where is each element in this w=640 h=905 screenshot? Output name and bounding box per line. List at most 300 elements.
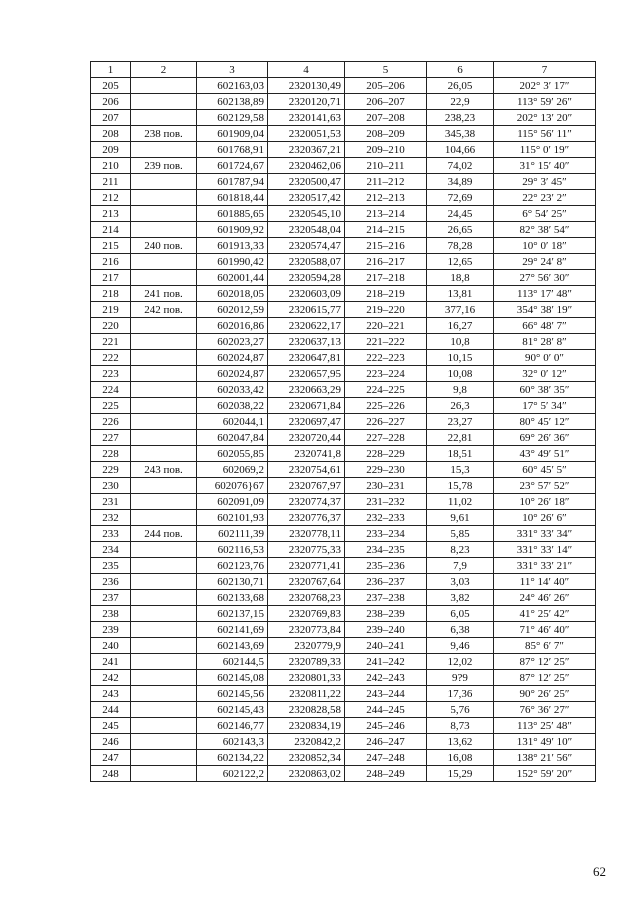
- table-cell: 81° 28′ 8″: [494, 334, 596, 350]
- table-cell: 601913,33: [197, 238, 268, 254]
- table-cell: 3,82: [427, 590, 494, 606]
- table-cell: 205: [91, 78, 131, 94]
- table-cell: 228: [91, 446, 131, 462]
- table-row: [91, 238, 596, 254]
- table-cell: [131, 606, 197, 622]
- table-cell: 602033,42: [197, 382, 268, 398]
- table-cell: [131, 110, 197, 126]
- table-cell: [131, 334, 197, 350]
- table-row: [91, 350, 596, 366]
- table-cell: 602023,27: [197, 334, 268, 350]
- header-cell: 4: [268, 62, 345, 78]
- table-cell: 601818,44: [197, 190, 268, 206]
- table-cell: 10,8: [427, 334, 494, 350]
- table-cell: 212: [91, 190, 131, 206]
- table-cell: 242 пов.: [131, 302, 197, 318]
- table-cell: 9?9: [427, 670, 494, 686]
- table-cell: 2320637,13: [268, 334, 345, 350]
- table-cell: 8,23: [427, 542, 494, 558]
- table-cell: 229–230: [345, 462, 427, 478]
- header-cell: 7: [494, 62, 596, 78]
- table-row: [91, 734, 596, 750]
- table-cell: 43° 49′ 51″: [494, 446, 596, 462]
- table-row: [91, 446, 596, 462]
- coordinates-table: [90, 61, 596, 782]
- table-cell: [131, 366, 197, 382]
- table-cell: 243–244: [345, 686, 427, 702]
- table-cell: 2320647,81: [268, 350, 345, 366]
- table-cell: 208: [91, 126, 131, 142]
- table-cell: 2320779,9: [268, 638, 345, 654]
- table-cell: 29° 24′ 8″: [494, 254, 596, 270]
- table-cell: 9,8: [427, 382, 494, 398]
- table-cell: 231–232: [345, 494, 427, 510]
- table-cell: 202° 3′ 17″: [494, 78, 596, 94]
- table-row: [91, 206, 596, 222]
- table-cell: 602116,53: [197, 542, 268, 558]
- table-cell: 234–235: [345, 542, 427, 558]
- table-cell: 2320622,17: [268, 318, 345, 334]
- table-cell: 230–231: [345, 478, 427, 494]
- table-cell: 220–221: [345, 318, 427, 334]
- table-cell: 238–239: [345, 606, 427, 622]
- table-cell: 229: [91, 462, 131, 478]
- table-row: [91, 94, 596, 110]
- table-cell: 26,05: [427, 78, 494, 94]
- table-cell: 2320051,53: [268, 126, 345, 142]
- table-cell: 207–208: [345, 110, 427, 126]
- table-cell: 214: [91, 222, 131, 238]
- table-cell: 3,03: [427, 574, 494, 590]
- table-row: [91, 158, 596, 174]
- table-cell: 602101,93: [197, 510, 268, 526]
- table-cell: 602044,1: [197, 414, 268, 430]
- table-cell: 131° 49′ 10″: [494, 734, 596, 750]
- table-cell: 2320774,37: [268, 494, 345, 510]
- table-cell: 236–237: [345, 574, 427, 590]
- table-cell: 227–228: [345, 430, 427, 446]
- table-cell: [131, 142, 197, 158]
- table-cell: 17,36: [427, 686, 494, 702]
- table-row: [91, 558, 596, 574]
- table-cell: 10° 26′ 6″: [494, 510, 596, 526]
- table-cell: 2320789,33: [268, 654, 345, 670]
- table-cell: 602024,87: [197, 350, 268, 366]
- table-cell: 602130,71: [197, 574, 268, 590]
- table-row: [91, 718, 596, 734]
- table-cell: 248: [91, 766, 131, 782]
- table-row: [91, 686, 596, 702]
- table-cell: 2320574,47: [268, 238, 345, 254]
- table-cell: 225: [91, 398, 131, 414]
- table-cell: 602016,86: [197, 318, 268, 334]
- table-cell: 11,02: [427, 494, 494, 510]
- table-cell: 78,28: [427, 238, 494, 254]
- table-cell: 104,66: [427, 142, 494, 158]
- table-cell: 12,02: [427, 654, 494, 670]
- table-cell: 377,16: [427, 302, 494, 318]
- table-cell: 354° 38′ 19″: [494, 302, 596, 318]
- header-cell: 3: [197, 62, 268, 78]
- table-cell: 221: [91, 334, 131, 350]
- table-cell: 245: [91, 718, 131, 734]
- table-cell: [131, 686, 197, 702]
- table-cell: 2320548,04: [268, 222, 345, 238]
- table-cell: 602076}67: [197, 478, 268, 494]
- table-cell: 29° 3′ 45″: [494, 174, 596, 190]
- header-cell: 1: [91, 62, 131, 78]
- table-cell: 227: [91, 430, 131, 446]
- table-cell: [131, 590, 197, 606]
- table-cell: 601768,91: [197, 142, 268, 158]
- table-cell: 238 пов.: [131, 126, 197, 142]
- table-cell: 602129,58: [197, 110, 268, 126]
- table-row: [91, 398, 596, 414]
- table-cell: 602143,69: [197, 638, 268, 654]
- table-cell: 233: [91, 526, 131, 542]
- table-cell: 8,73: [427, 718, 494, 734]
- table-cell: 243 пов.: [131, 462, 197, 478]
- table-cell: [131, 350, 197, 366]
- table-cell: 240: [91, 638, 131, 654]
- table-cell: 602138,89: [197, 94, 268, 110]
- table-cell: 2320741,8: [268, 446, 345, 462]
- table-cell: 207: [91, 110, 131, 126]
- table-cell: 246: [91, 734, 131, 750]
- table-cell: 246–247: [345, 734, 427, 750]
- table-cell: 214–215: [345, 222, 427, 238]
- table-cell: 602146,77: [197, 718, 268, 734]
- table-cell: 138° 21′ 56″: [494, 750, 596, 766]
- table-cell: 87° 12′ 25″: [494, 654, 596, 670]
- table-row: [91, 174, 596, 190]
- table-cell: 31° 15′ 40″: [494, 158, 596, 174]
- table-cell: 18,8: [427, 270, 494, 286]
- table-cell: 239: [91, 622, 131, 638]
- table-cell: 222: [91, 350, 131, 366]
- table-row: [91, 622, 596, 638]
- table-cell: 601909,04: [197, 126, 268, 142]
- table-cell: 24,45: [427, 206, 494, 222]
- table-cell: 237: [91, 590, 131, 606]
- table-cell: 209: [91, 142, 131, 158]
- table-cell: [131, 510, 197, 526]
- table-cell: 2320603,09: [268, 286, 345, 302]
- table-cell: 206–207: [345, 94, 427, 110]
- table-cell: 225–226: [345, 398, 427, 414]
- table-cell: 115° 56′ 11″: [494, 126, 596, 142]
- table-cell: 243: [91, 686, 131, 702]
- table-cell: 2320852,34: [268, 750, 345, 766]
- table-cell: 2320720,44: [268, 430, 345, 446]
- table-row: [91, 302, 596, 318]
- table-cell: 2320767,64: [268, 574, 345, 590]
- table-cell: 7,9: [427, 558, 494, 574]
- table-cell: 2320517,42: [268, 190, 345, 206]
- header-cell: 5: [345, 62, 427, 78]
- table-row: [91, 382, 596, 398]
- table-cell: 216–217: [345, 254, 427, 270]
- table-row: [91, 286, 596, 302]
- table-cell: 231: [91, 494, 131, 510]
- table-cell: 224: [91, 382, 131, 398]
- table-cell: 601787,94: [197, 174, 268, 190]
- table-cell: 82° 38′ 54″: [494, 222, 596, 238]
- table-cell: 22° 23′ 2″: [494, 190, 596, 206]
- table-cell: 602047,84: [197, 430, 268, 446]
- table-row: [91, 222, 596, 238]
- table-row: [91, 574, 596, 590]
- table-cell: 602038,22: [197, 398, 268, 414]
- table-cell: 26,65: [427, 222, 494, 238]
- table-row: [91, 110, 596, 126]
- table-cell: 602137,15: [197, 606, 268, 622]
- table-cell: 211–212: [345, 174, 427, 190]
- table-cell: 219–220: [345, 302, 427, 318]
- table-cell: 2320778,11: [268, 526, 345, 542]
- table-cell: 247: [91, 750, 131, 766]
- table-cell: 24° 46′ 26″: [494, 590, 596, 606]
- table-header-row: [91, 62, 596, 78]
- table-cell: 213: [91, 206, 131, 222]
- table-cell: 230: [91, 478, 131, 494]
- table-cell: [131, 718, 197, 734]
- table-cell: 221–222: [345, 334, 427, 350]
- table-row: [91, 126, 596, 142]
- table-cell: 602145,08: [197, 670, 268, 686]
- table-cell: 2320776,37: [268, 510, 345, 526]
- table-cell: [131, 574, 197, 590]
- table-cell: [131, 542, 197, 558]
- table-row: [91, 142, 596, 158]
- table-cell: 2320771,41: [268, 558, 345, 574]
- table-cell: 2320671,84: [268, 398, 345, 414]
- table-cell: 601990,42: [197, 254, 268, 270]
- table-cell: 2320775,33: [268, 542, 345, 558]
- table-cell: [131, 78, 197, 94]
- table-cell: 217: [91, 270, 131, 286]
- table-cell: 235: [91, 558, 131, 574]
- table-cell: 212–213: [345, 190, 427, 206]
- table-cell: 76° 36′ 27″: [494, 702, 596, 718]
- table-cell: 244 пов.: [131, 526, 197, 542]
- table-cell: 2320767,97: [268, 478, 345, 494]
- table-cell: 71° 46′ 40″: [494, 622, 596, 638]
- table-row: [91, 414, 596, 430]
- table-cell: [131, 190, 197, 206]
- table-row: [91, 190, 596, 206]
- table-cell: 210: [91, 158, 131, 174]
- table-cell: [131, 430, 197, 446]
- table-row: [91, 526, 596, 542]
- table-cell: 2320594,28: [268, 270, 345, 286]
- table-cell: 602143,3: [197, 734, 268, 750]
- table-cell: 90° 26′ 25″: [494, 686, 596, 702]
- table-cell: 238: [91, 606, 131, 622]
- table-cell: 2320863,02: [268, 766, 345, 782]
- table-cell: [131, 478, 197, 494]
- table-cell: 2320828,58: [268, 702, 345, 718]
- table-cell: 602091,09: [197, 494, 268, 510]
- table-cell: 2320500,47: [268, 174, 345, 190]
- table-cell: 16,27: [427, 318, 494, 334]
- table-cell: 602111,39: [197, 526, 268, 542]
- header-cell: 2: [131, 62, 197, 78]
- table-cell: 2320588,07: [268, 254, 345, 270]
- table-cell: 241–242: [345, 654, 427, 670]
- table-row: [91, 702, 596, 718]
- table-cell: 18,51: [427, 446, 494, 462]
- table-cell: [131, 414, 197, 430]
- table-cell: 5,76: [427, 702, 494, 718]
- table-cell: 602145,43: [197, 702, 268, 718]
- table-cell: 602012,59: [197, 302, 268, 318]
- table-cell: 233–234: [345, 526, 427, 542]
- table-cell: 41° 25′ 42″: [494, 606, 596, 622]
- table-cell: 601724,67: [197, 158, 268, 174]
- table-cell: 152° 59′ 20″: [494, 766, 596, 782]
- table-cell: 602163,03: [197, 78, 268, 94]
- header-cell: 6: [427, 62, 494, 78]
- table-row: [91, 430, 596, 446]
- table-cell: 602145,56: [197, 686, 268, 702]
- table-cell: 602144,5: [197, 654, 268, 670]
- table-cell: [131, 494, 197, 510]
- table-cell: 2320842,2: [268, 734, 345, 750]
- table-cell: [131, 766, 197, 782]
- table-cell: 15,3: [427, 462, 494, 478]
- table-cell: 85° 6′ 7″: [494, 638, 596, 654]
- table-cell: 215–216: [345, 238, 427, 254]
- table-cell: 80° 45′ 12″: [494, 414, 596, 430]
- table-row: [91, 654, 596, 670]
- table-body: [91, 78, 596, 782]
- table-cell: 220: [91, 318, 131, 334]
- table-cell: 217–218: [345, 270, 427, 286]
- table-cell: 2320545,10: [268, 206, 345, 222]
- table-cell: [131, 270, 197, 286]
- table-cell: 602069,2: [197, 462, 268, 478]
- table-cell: 239–240: [345, 622, 427, 638]
- table-cell: 16,08: [427, 750, 494, 766]
- table-cell: [131, 622, 197, 638]
- table-cell: 244: [91, 702, 131, 718]
- table-cell: 218: [91, 286, 131, 302]
- table-cell: 602133,68: [197, 590, 268, 606]
- table-cell: 215: [91, 238, 131, 254]
- table-cell: 242–243: [345, 670, 427, 686]
- table-cell: 238,23: [427, 110, 494, 126]
- table-cell: 202° 13′ 20″: [494, 110, 596, 126]
- table-cell: 15,29: [427, 766, 494, 782]
- table-row: [91, 462, 596, 478]
- table-cell: 2320834,19: [268, 718, 345, 734]
- table-cell: 241: [91, 654, 131, 670]
- table-cell: [131, 206, 197, 222]
- table-cell: 240 пов.: [131, 238, 197, 254]
- table-cell: 228–229: [345, 446, 427, 462]
- table-cell: 2320801,33: [268, 670, 345, 686]
- table-cell: 239 пов.: [131, 158, 197, 174]
- table-cell: 60° 38′ 35″: [494, 382, 596, 398]
- table-cell: 226–227: [345, 414, 427, 430]
- table-row: [91, 510, 596, 526]
- table-cell: [131, 94, 197, 110]
- table-cell: 208–209: [345, 126, 427, 142]
- table-cell: 244–245: [345, 702, 427, 718]
- table-cell: 216: [91, 254, 131, 270]
- table-cell: [131, 318, 197, 334]
- table-cell: [131, 638, 197, 654]
- table-cell: [131, 398, 197, 414]
- table-cell: 2320811,22: [268, 686, 345, 702]
- table-cell: 218–219: [345, 286, 427, 302]
- table-cell: 601909,92: [197, 222, 268, 238]
- table-cell: 602122,2: [197, 766, 268, 782]
- table-cell: 22,9: [427, 94, 494, 110]
- table-cell: 5,85: [427, 526, 494, 542]
- table-cell: 6° 54′ 25″: [494, 206, 596, 222]
- table-cell: 2320615,77: [268, 302, 345, 318]
- table-cell: 2320120,71: [268, 94, 345, 110]
- table-cell: 219: [91, 302, 131, 318]
- table-cell: 113° 25′ 48″: [494, 718, 596, 734]
- table-cell: [131, 382, 197, 398]
- table-cell: 226: [91, 414, 131, 430]
- table-row: [91, 494, 596, 510]
- table-cell: 69° 26′ 36″: [494, 430, 596, 446]
- table-cell: 223: [91, 366, 131, 382]
- table-cell: 2320697,47: [268, 414, 345, 430]
- table-cell: 205–206: [345, 78, 427, 94]
- table-cell: 223–224: [345, 366, 427, 382]
- table-cell: 13,81: [427, 286, 494, 302]
- table-row: [91, 638, 596, 654]
- table-cell: 345,38: [427, 126, 494, 142]
- table-cell: 602055,85: [197, 446, 268, 462]
- table-cell: [131, 254, 197, 270]
- table-cell: 2320130,49: [268, 78, 345, 94]
- table-cell: 241 пов.: [131, 286, 197, 302]
- table-cell: 242: [91, 670, 131, 686]
- table-cell: 209–210: [345, 142, 427, 158]
- table-cell: 232: [91, 510, 131, 526]
- table-cell: 331° 33′ 21″: [494, 558, 596, 574]
- table-cell: 601885,65: [197, 206, 268, 222]
- table-cell: 23,27: [427, 414, 494, 430]
- table-cell: 222–223: [345, 350, 427, 366]
- table-cell: 115° 0′ 19″: [494, 142, 596, 158]
- table-cell: 234: [91, 542, 131, 558]
- table-row: [91, 478, 596, 494]
- table-row: [91, 334, 596, 350]
- table-cell: 11° 14′ 40″: [494, 574, 596, 590]
- table-cell: 2320754,61: [268, 462, 345, 478]
- table-cell: 240–241: [345, 638, 427, 654]
- table-cell: 224–225: [345, 382, 427, 398]
- table-cell: 602141,69: [197, 622, 268, 638]
- table-cell: 232–233: [345, 510, 427, 526]
- table-row: [91, 542, 596, 558]
- table-row: [91, 766, 596, 782]
- table-cell: 9,61: [427, 510, 494, 526]
- table-cell: 13,62: [427, 734, 494, 750]
- table-cell: 2320769,83: [268, 606, 345, 622]
- table-cell: 66° 48′ 7″: [494, 318, 596, 334]
- table-cell: 10° 0′ 18″: [494, 238, 596, 254]
- table-cell: [131, 670, 197, 686]
- table-cell: 602134,22: [197, 750, 268, 766]
